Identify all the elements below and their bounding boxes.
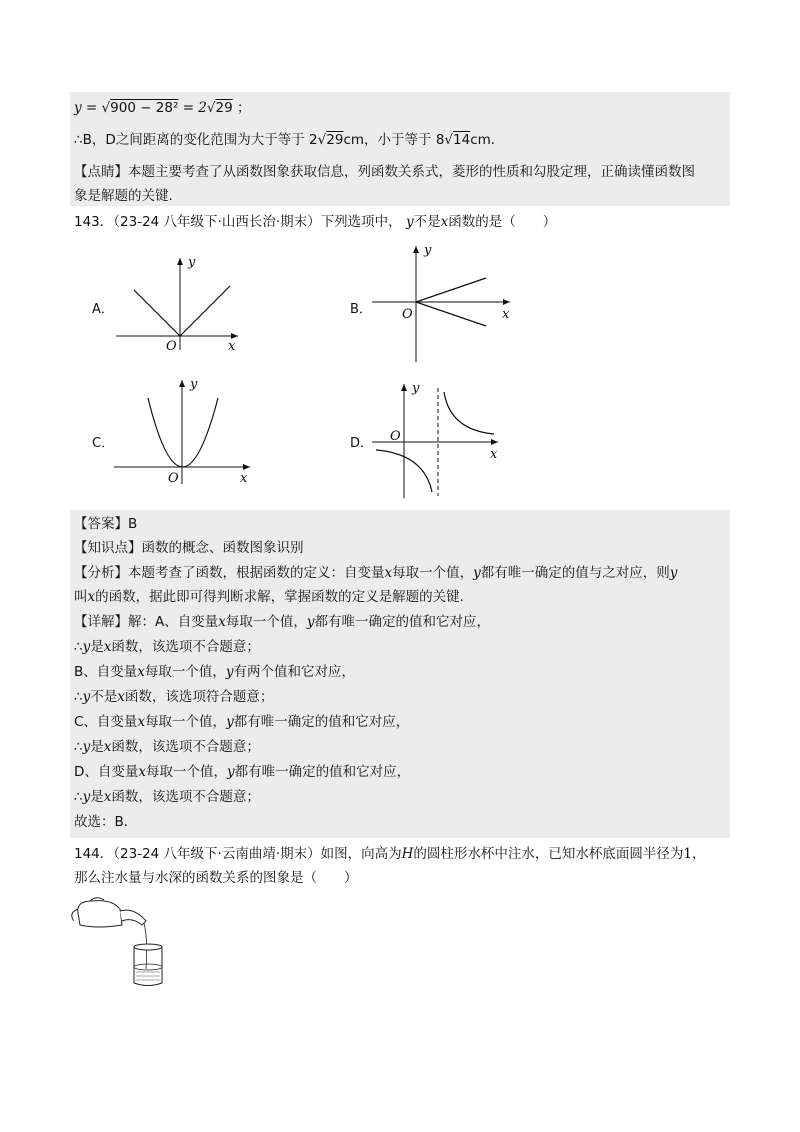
var-y: y [227, 764, 235, 780]
range-v1-rad: 29 [326, 132, 344, 148]
is: 是 [90, 639, 104, 655]
question-tail: 函数的是（ ） [448, 214, 557, 230]
concl-text: 函数，该选项符合题意； [124, 689, 274, 705]
is: 是 [90, 739, 104, 755]
formula-lhs: y = [74, 100, 98, 116]
value-one: 1 [683, 846, 693, 862]
formula-tail: ； [237, 100, 251, 116]
kettle-pouring-illustration [68, 895, 178, 991]
detail-a: 【详解】解：A、自变量 [74, 614, 219, 630]
var-y: y [473, 565, 481, 581]
range-v1-coef: 2 [309, 132, 318, 148]
var-x: x [440, 214, 449, 230]
var-y: y [669, 565, 678, 581]
question-144-line-1 [74, 844, 706, 864]
var-x: x [87, 589, 96, 605]
a-axis-y: y [188, 255, 196, 270]
question-source: （23-24 八年级下·山西长治·期末）下列选项中， [113, 214, 402, 230]
q144-text-a: （23-24 八年级下·云南曲靖·期末）如图，向高为 [113, 846, 402, 862]
b-b: 每取一个值， [144, 664, 226, 680]
option-b-graph[interactable] [368, 240, 518, 366]
c-axis-x: x [240, 471, 248, 486]
option-a-graph[interactable] [110, 252, 250, 357]
b-a: B、自变量 [74, 664, 138, 680]
var-y: y [405, 214, 414, 230]
c-b: 每取一个值， [145, 714, 227, 730]
c-c: 都有唯一确定的值和它对应， [233, 714, 410, 730]
c-origin: O [168, 471, 179, 486]
b-c: 有两个值和它对应， [233, 664, 356, 680]
concl-c-line [74, 737, 260, 757]
detail-a-line [74, 612, 490, 632]
concl-d-line [74, 787, 260, 807]
therefore: ∴ [74, 739, 83, 755]
var-y: y [226, 714, 234, 730]
analysis-a: 【分析】本题考查了函数，根据函数的定义：自变量 [74, 565, 385, 581]
a-axis-x: x [228, 339, 236, 354]
question-143 [74, 212, 556, 232]
var-x: x [218, 614, 226, 630]
var-y: y [82, 789, 91, 805]
b-origin: O [402, 307, 413, 322]
d-origin: O [390, 429, 401, 444]
var-y: y [225, 664, 234, 680]
c-axis-y: y [190, 377, 198, 392]
detail-c: 都有唯一确定的值和它对应， [314, 614, 491, 630]
is-not: 不是 [90, 689, 118, 705]
d-b: 每取一个值， [146, 764, 228, 780]
is: 是 [90, 789, 104, 805]
var-x: x [117, 689, 125, 705]
option-b-label[interactable]: B． [350, 302, 372, 317]
option-a-label[interactable]: A． [92, 302, 114, 317]
var-y: y [82, 639, 91, 655]
therefore: ∴ [74, 689, 83, 705]
a-origin: O [166, 339, 177, 354]
therefore: ∴ [74, 789, 83, 805]
concl-text: 函数，该选项不合题意； [111, 789, 260, 805]
range-prefix: ∴B，D之间距离的变化范围为大于等于 [74, 132, 305, 148]
q144-text-b: 的圆柱形水杯中注水，已知水杯底面圆半径为 [413, 846, 684, 862]
concl-a-line [74, 637, 260, 657]
option-d-label[interactable]: D． [350, 436, 374, 451]
question-number: 144． [74, 846, 114, 862]
range-v2-rad: 14 [453, 132, 471, 148]
question-mid: 不是 [413, 214, 441, 230]
formula-mid: = 2 [182, 100, 207, 116]
comment-line-1: 【点睛】本题主要考查了从函数图象获取信息，列函数关系式，菱形的性质和勾股定理，正确读懂函数图 [74, 164, 695, 180]
analysis-line-2 [74, 587, 464, 607]
analysis-2a: 叫 [74, 589, 88, 605]
b-axis-y: y [424, 243, 432, 258]
knowledge-line: 【知识点】函数的概念、函数图象识别 [74, 540, 304, 556]
c-line [74, 712, 409, 732]
select-line: 故选：B． [74, 814, 138, 830]
range-v1-unit: cm，小于等于 [343, 132, 432, 148]
var-x: x [103, 739, 112, 755]
c-a: C、自变量 [74, 714, 138, 730]
formula-line: y = √900 − 28² = 2√29 ； [74, 100, 251, 116]
concl-text: 函数，该选项不合题意； [111, 739, 260, 755]
analysis-line-1 [74, 563, 677, 583]
var-x: x [138, 764, 147, 780]
range-line: ∴B，D之间距离的变化范围为大于等于 2√29cm，小于等于 8√14cm． [74, 132, 505, 148]
range-v2-coef: 8 [435, 132, 445, 148]
var-x: x [384, 565, 393, 581]
radicand-2: 29 [215, 100, 233, 116]
analysis-b: 每取一个值， [392, 565, 474, 581]
b-axis-x: x [502, 307, 510, 322]
question-number: 143． [74, 214, 114, 230]
therefore: ∴ [74, 639, 83, 655]
d-c: 都有唯一确定的值和它对应， [234, 764, 411, 780]
option-d-graph[interactable] [368, 378, 508, 502]
d-a: D、自变量 [74, 764, 139, 780]
var-y: y [82, 739, 91, 755]
range-v2-unit: cm． [470, 132, 505, 148]
option-c-graph[interactable] [110, 374, 260, 486]
detail-b: 每取一个值， [225, 614, 307, 630]
concl-b-line [74, 687, 273, 707]
b-line [74, 662, 355, 682]
var-y: y [306, 614, 315, 630]
option-c-label[interactable]: C． [92, 436, 115, 451]
comment-line-2: 象是解题的关键. [74, 188, 173, 204]
d-line [74, 762, 410, 782]
var-x: x [137, 664, 145, 680]
var-x: x [103, 639, 112, 655]
d-axis-y: y [412, 381, 420, 396]
var-h: H [401, 846, 414, 862]
var-x: x [103, 789, 112, 805]
answer-line: 【答案】B [74, 516, 138, 532]
d-axis-x: x [490, 447, 498, 462]
question-144-line-2: 那么注水量与水深的函数关系的图象是（ ） [74, 870, 358, 886]
q144-text-c: ， [692, 846, 706, 862]
analysis-c: 都有唯一确定的值与之对应，则 [480, 565, 670, 581]
var-y: y [82, 689, 91, 705]
analysis-2b: 的函数，据此即可得判断求解，掌握函数的定义是解题的关键. [95, 589, 464, 605]
radicand: 900 − 28² [110, 100, 179, 116]
concl-text: 函数，该选项不合题意； [111, 639, 260, 655]
var-x: x [137, 714, 146, 730]
